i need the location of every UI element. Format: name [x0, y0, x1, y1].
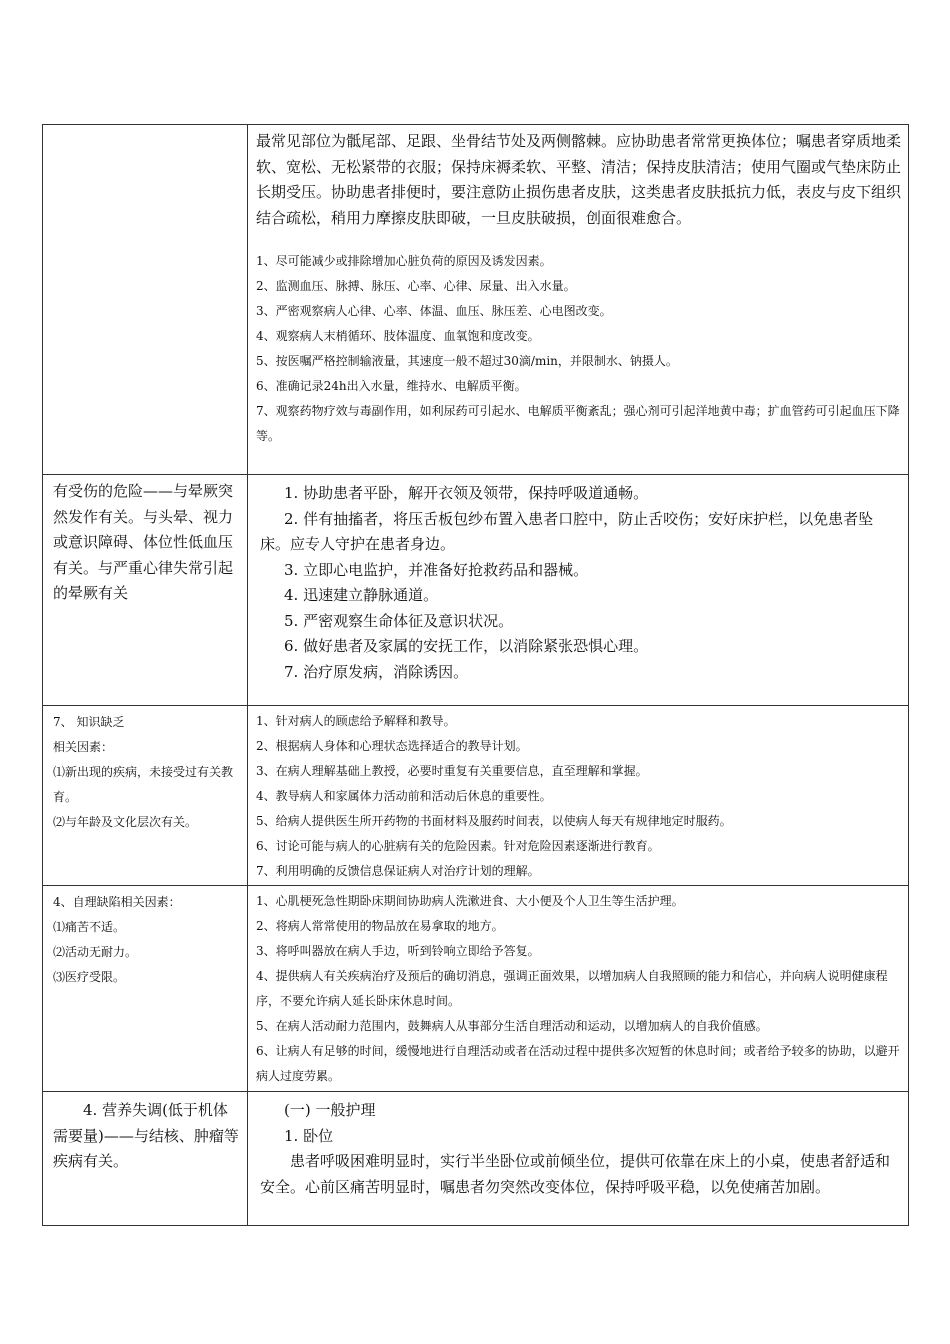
list-item: 3. 立即心电监护，并准备好抢救药品和器械。 [284, 560, 589, 579]
diagnosis-title: 4、自理缺陷相关因素： [53, 895, 181, 909]
list-item: 6. 做好患者及家属的安抚工作，以消除紧张恐惧心理。 [284, 637, 649, 655]
intervention-cell [248, 475, 909, 706]
list-item: 1、针对病人的顾虑给予解释和教导。 [256, 714, 456, 728]
intervention-cell [248, 1092, 909, 1226]
intervention-cell [248, 886, 909, 1092]
diagnosis-cell [43, 886, 248, 1092]
diagnosis-cell [43, 1092, 248, 1226]
table-row [43, 475, 909, 706]
diagnosis-line: ⑴痛苦不适。 [53, 920, 126, 934]
list-item: 3、在病人理解基础上教授，必要时重复有关重要信息，直至理解和掌握。 [256, 764, 648, 778]
table-row [43, 125, 909, 475]
diagnosis-line: ⑵与年龄及文化层次有关。 [53, 815, 198, 829]
diagnosis-line: ⑶医疗受限。 [53, 970, 126, 984]
list-item: 5. 严密观察生命体征及意识状况。 [284, 611, 514, 630]
list-item: 5、给病人提供医生所开药物的书面材料及服药时间表，以使病人每天有规律地定时服药。 [256, 814, 732, 828]
list-item: 2、监测血压、脉搏、脉压、心率、心律、尿量、出入水量。 [256, 279, 576, 293]
list-item: 2. 伴有抽搐者，将压舌板包纱布置入患者口腔中，防止舌咬伤；安好床护栏，以免患者坠床。应专人守护在患者身边。 [260, 509, 874, 553]
list-item: 5、按医嘱严格控制输液量，其速度一般不超过30滴/min，并限制水、钠摄人。 [256, 354, 678, 368]
sub-heading: 1. 卧位 [284, 1126, 334, 1145]
list-item: 5、在病人活动耐力范围内，鼓舞病人从事部分生活自理活动和运动，以增加病人的自我价值感。 [256, 1019, 768, 1033]
table-row [43, 1092, 909, 1226]
diagnosis-line: ⑵活动无耐力。 [53, 945, 138, 959]
diagnosis-line: 相关因素： [53, 740, 114, 754]
list-item: 6、讨论可能与病人的心脏病有关的危险因素。针对危险因素逐渐进行教育。 [256, 839, 660, 853]
intervention-cell [248, 125, 909, 475]
list-item: 7、观察药物疗效与毒副作用，如利尿药可引起水、电解质平衡紊乱；强心剂可引起洋地黄中毒；扩血管药可引起血压下降等。 [256, 404, 900, 443]
list-item: 7、利用明确的反馈信息保证病人对治疗计划的理解。 [256, 864, 540, 878]
list-item: 1、心肌梗死急性期卧床期间协助病人洗漱进食、大小便及个人卫生等生活护理。 [256, 894, 684, 908]
list-item: 4、提供病人有关疾病治疗及预后的确切消息，强调正面效果，以增加病人自我照顾的能力和信心，并向病人说明健康程序，不要允许病人延长卧床休息时间。 [256, 969, 888, 1008]
diagnosis-line: ⑴新出现的疾病，未接受过有关教育。 [53, 765, 234, 804]
diagnosis-title: 7、 知识缺乏 [53, 715, 125, 729]
list-item: 7. 治疗原发病，消除诱因。 [284, 662, 469, 681]
list-item: 6、准确记录24h出入水量，维持水、电解质平衡。 [256, 379, 527, 393]
list-item: 1. 协助患者平卧，解开衣领及领带，保持呼吸道通畅。 [284, 484, 649, 502]
diagnosis-text: 4. 营养失调(低于机体需要量)——与结核、肿瘤等疾病有关。 [53, 1101, 239, 1170]
pressure-sore-paragraph: 最常见部位为骶尾部、足跟、坐骨结节处及两侧髂棘。应协助患者常常更换体位；嘱患者穿质地柔软、宽松、无松紧带的衣服；保持床褥柔软、平整、清洁；保持皮肤清洁；使用气圈或气垫床防止长期受压。协助患者排便时，要注意防止损伤患者皮肤，这类患者皮肤抵抗力低，表皮与皮下组织结合疏松，稍用力摩擦皮肤即破，一旦皮肤破损，创面很难愈合。 [256, 132, 902, 227]
list-item: 4. 迅速建立静脉通道。 [284, 586, 439, 604]
list-item: 3、严密观察病人心律、心率、体温、血压、脉压差、心电图改变。 [256, 304, 612, 318]
intervention-cell [248, 706, 909, 886]
diagnosis-cell [43, 475, 248, 706]
diagnosis-text: 有受伤的危险——与晕厥突然发作有关。与头晕、视力或意识障碍、体位性低血压有关。与严重心律失常引起的晕厥有关 [53, 482, 234, 602]
position-paragraph: 患者呼吸困难明显时，实行半坐卧位或前倾坐位，提供可依靠在床上的小桌，使患者舒适和安全。心前区痛苦明显时，嘱患者勿突然改变体位，保持呼吸平稳，以免使痛苦加剧。 [260, 1152, 891, 1196]
list-item: 4、教导病人和家属体力活动前和活动后休息的重要性。 [256, 789, 552, 803]
care-plan-sheet [42, 124, 908, 1226]
list-item: 3、将呼叫器放在病人手边，听到铃响立即给予答复。 [256, 944, 540, 958]
section-heading: (一) 一般护理 [284, 1101, 376, 1119]
table-row [43, 886, 909, 1092]
list-item: 6、让病人有足够的时间，缓慢地进行自理活动或者在活动过程中提供多次短暂的休息时间；或者给予较多的协助，以避开病人过度劳累。 [256, 1044, 900, 1083]
list-item: 2、将病人常常使用的物品放在易拿取的地方。 [256, 919, 504, 933]
list-item: 1、尽可能减少或排除增加心脏负荷的原因及诱发因素。 [256, 254, 552, 268]
diagnosis-cell [43, 125, 248, 475]
diagnosis-cell [43, 706, 248, 886]
list-item: 2、根据病人身体和心理状态选择适合的教导计划。 [256, 739, 528, 753]
care-plan-table [42, 124, 909, 1226]
list-item: 4、观察病人末梢循环、肢体温度、血氧饱和度改变。 [256, 329, 540, 343]
table-row [43, 706, 909, 886]
